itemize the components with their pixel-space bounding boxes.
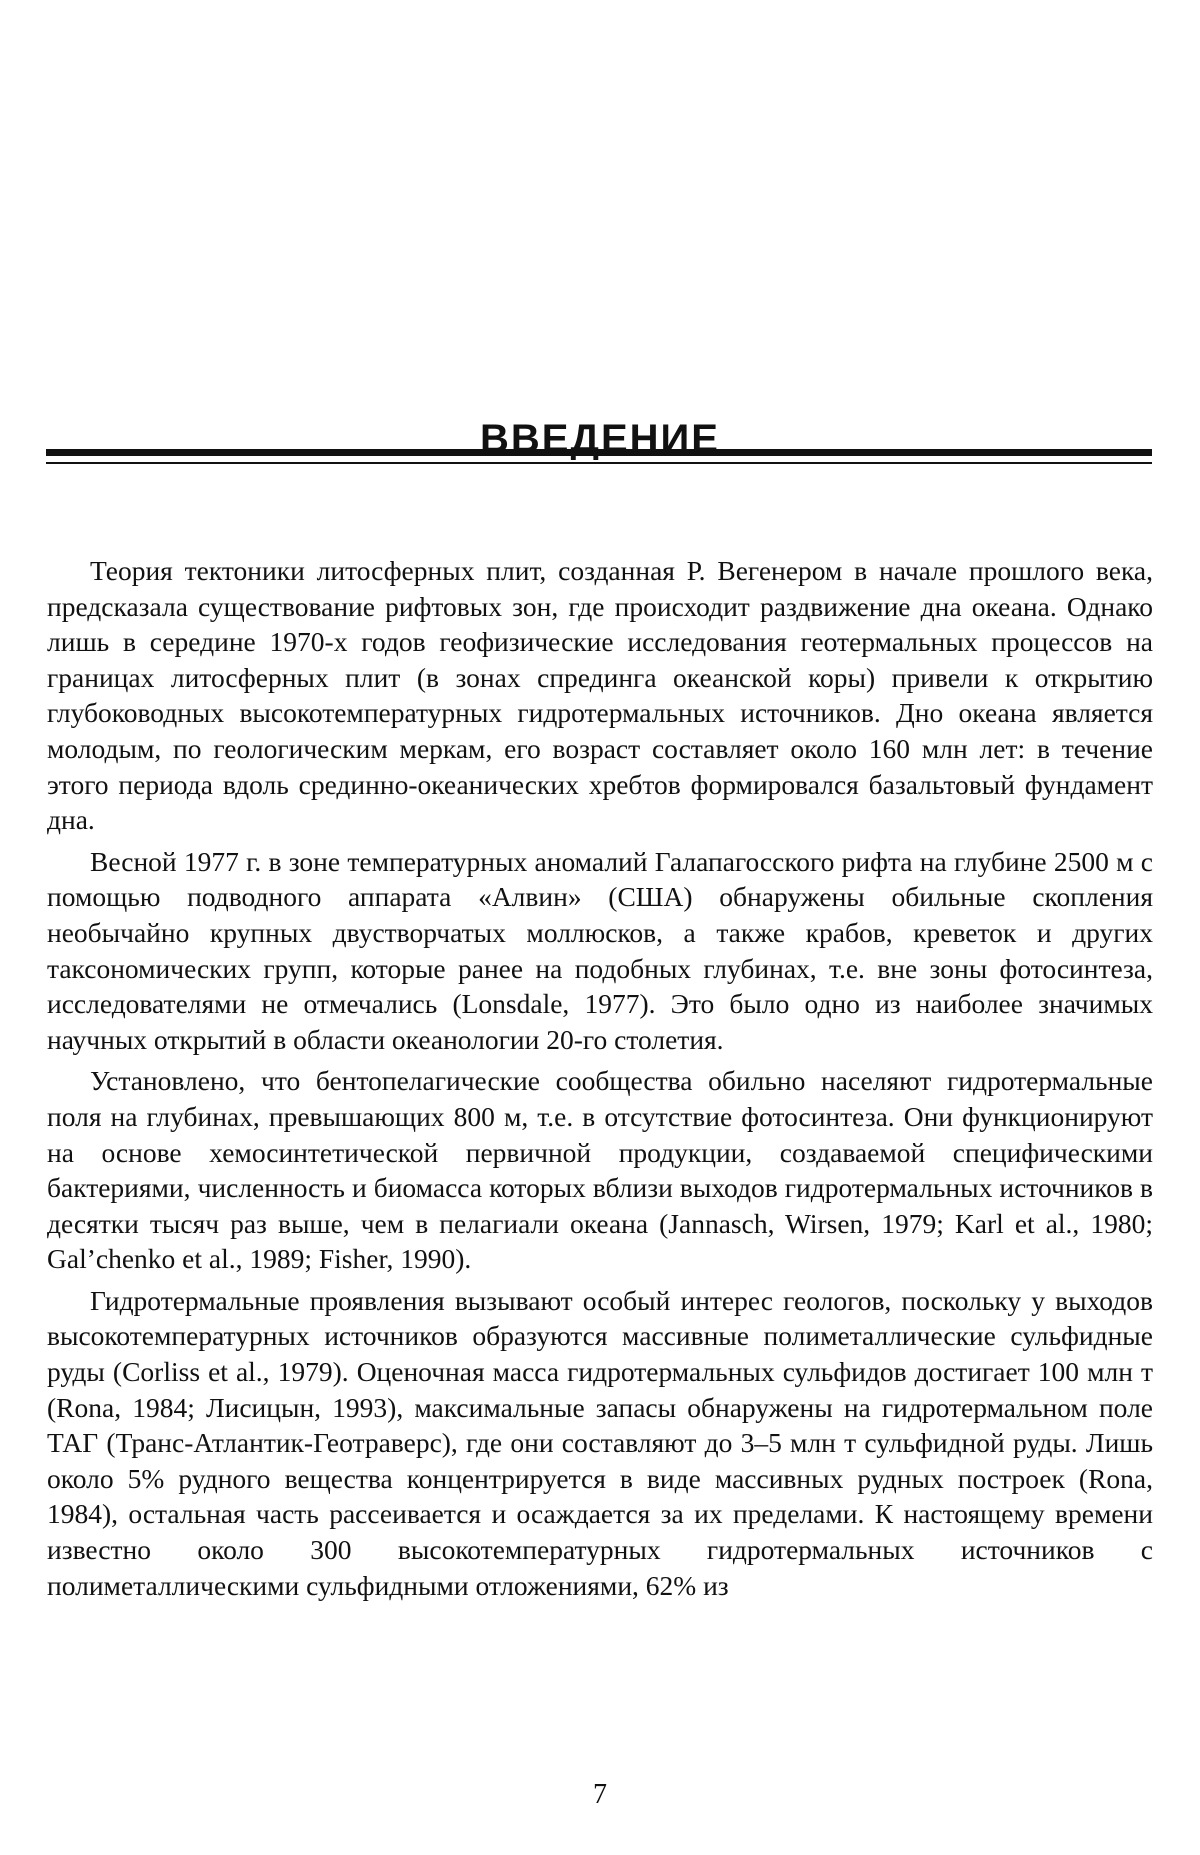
paragraph-1: Теория тектоники литосферных плит, созданная Р. Вегенером в начале прошлого века, предсказала существование рифтовых зон, где происходит раздвижение дна океана. Однако лишь в середине 1970-х годов геофизические исследования геотермальных процессов на границах литосферных плит (в зонах спрединга океанской коры) привели к открытию глубоководных высокотемпературных гидротермальных источников. Дно океана является молодым, по геологическим меркам, его возраст составляет около 160 млн лет: в течение этого периода вдоль срединно-океанических хребтов формировался базальтовый фундамент дна.	[47, 553, 1153, 838]
title-rule-thick	[46, 449, 1152, 456]
page-number: 7	[0, 1778, 1200, 1812]
chapter-title: ВВЕДЕНИЕ	[0, 415, 1200, 463]
paragraph-4: Гидротермальные проявления вызывают особый интерес геологов, поскольку у выходов высокотемпературных источников образуются массивные полиметаллические сульфидные руды (Corliss et al., 1979). Оценочная масса гидротермальных сульфидов достигает 100 млн т (Rona, 1984; Лисицын, 1993), максимальные запасы обнаружены на гидротермальном поле ТАГ (Транс-Атлантик-Геотраверс), где они составляют до 3–5 млн т сульфидной руды. Лишь около 5% рудного вещества концентрируется в виде массивных рудных построек (Rona, 1984), остальная часть рассеивается и осаждается за их пределами. К настоящему времени известно около 300 высокотемпературных гидротермальных источников с полиметаллическими сульфидными отложениями, 62% из	[47, 1283, 1153, 1603]
book-page	[0, 0, 1200, 1855]
paragraph-2: Весной 1977 г. в зоне температурных аномалий Галапагосского рифта на глубине 2500 м с помощью подводного аппарата «Алвин» (США) обнаружены обильные скопления необычайно крупных двустворчатых моллюсков, а также крабов, креветок и других таксономических групп, которые ранее на подобных глубинах, т.е. вне зоны фотосинтеза, исследователями не отмечались (Lonsdale, 1977). Это было одно из наиболее значимых научных открытий в области океанологии 20-го столетия.	[47, 844, 1153, 1058]
paragraph-3: Установлено, что бентопелагические сообщества обильно населяют гидротермальные поля на глубинах, превышающих 800 м, т.е. в отсутствие фотосинтеза. Они функционируют на основе хемосинтетической первичной продукции, создаваемой специфическими бактериями, численность и биомасса которых вблизи выходов гидротермальных источников в десятки тысяч раз выше, чем в пелагиали океана (Jannasch, Wirsen, 1979; Karl et al., 1980; Gal’chenko et al., 1989; Fisher, 1990).	[47, 1063, 1153, 1277]
body-text	[47, 553, 1153, 1603]
title-rule-thin	[46, 462, 1152, 464]
